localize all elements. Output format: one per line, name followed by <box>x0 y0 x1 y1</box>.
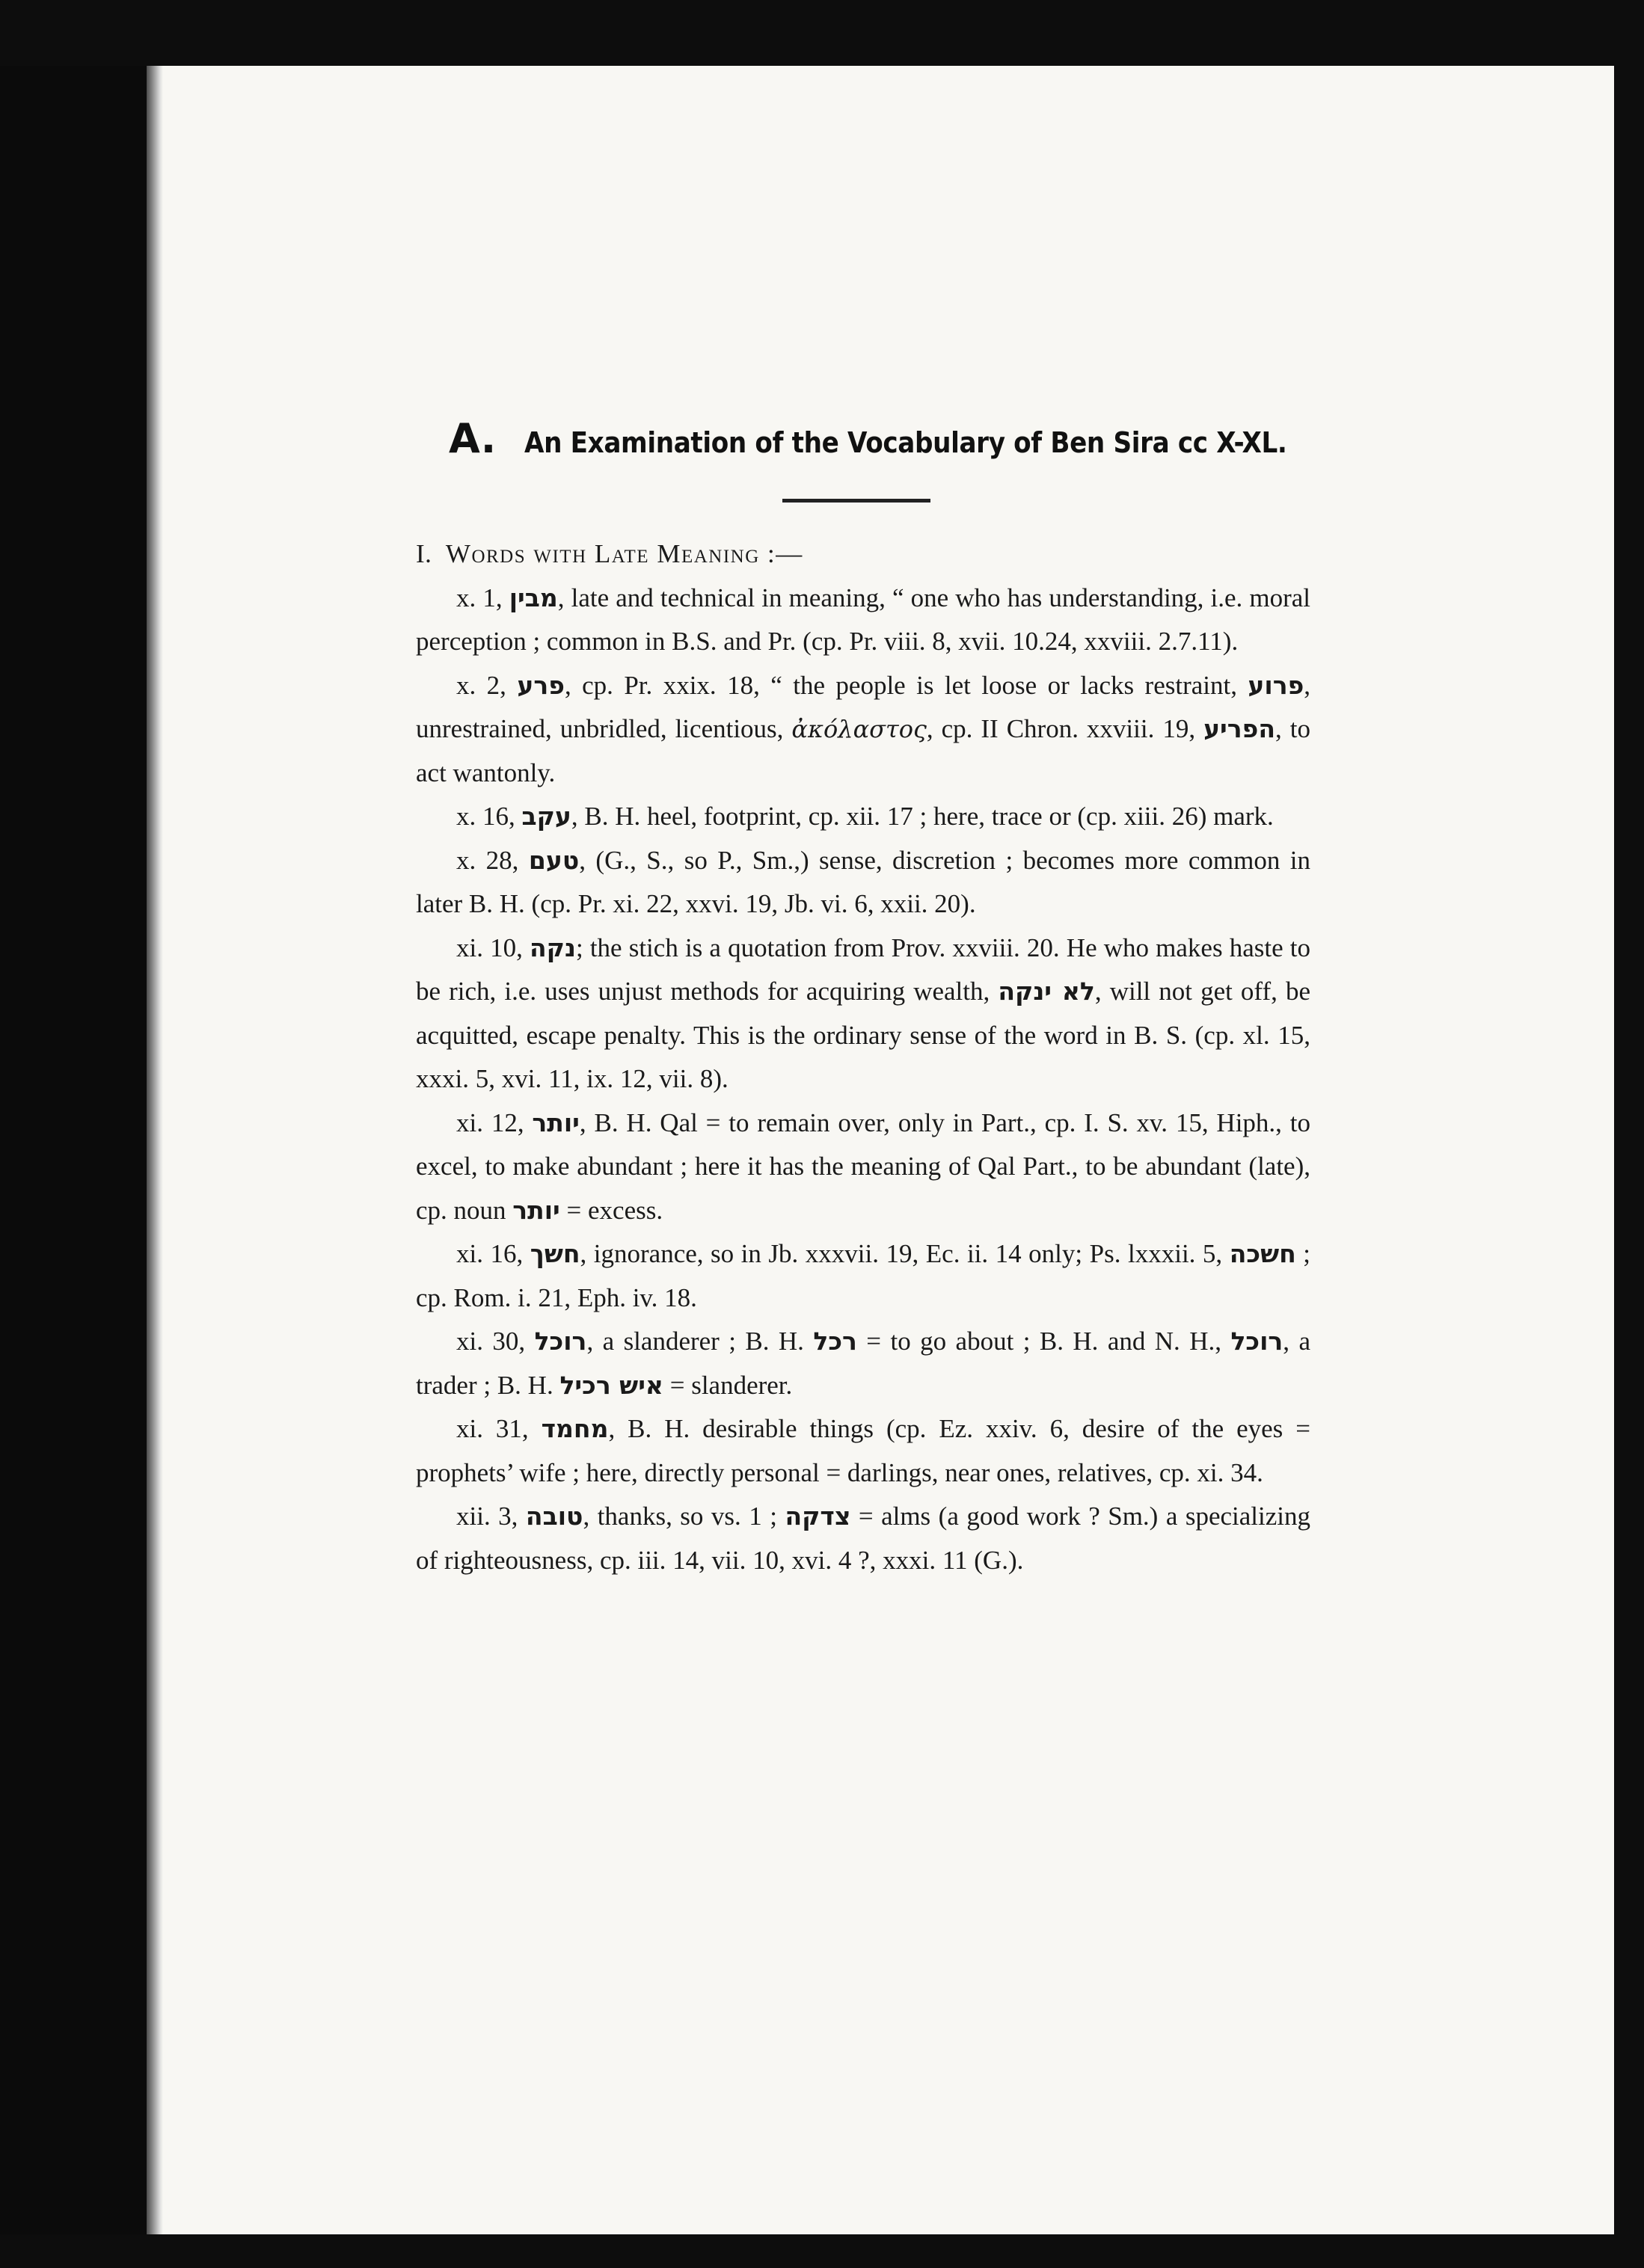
entry-text: , cp. II Chron. xxviii. 19, <box>926 714 1196 743</box>
entry-x-2 <box>416 664 1310 796</box>
hebrew-word: טעם <box>528 845 580 875</box>
hebrew-word: יותר <box>532 1107 580 1137</box>
content <box>416 532 1310 1582</box>
hebrew-word: רוכל <box>534 1327 587 1356</box>
entry-text: ; cp. Rom. i. 21, Eph. iv. 18. <box>416 1239 1311 1312</box>
entry-text: , ignorance, so in Jb. xxxvii. 19, Ec. ii. 14 only; Ps. lxxxii. 5, <box>580 1239 1223 1268</box>
entry-xi-16 <box>416 1232 1310 1320</box>
entry-text: , B. H. heel, footprint, cp. xii. 17 ; here, trace or (cp. xiii. 26) mark. <box>571 802 1274 831</box>
entry-ref: xii. 3, <box>456 1502 518 1531</box>
entry-text: , to act wantonly. <box>416 714 1310 787</box>
heading-letter: A. <box>449 415 497 462</box>
left-page-edge <box>0 66 147 2234</box>
entry-text: = to go about ; B. H. and N. H., <box>856 1327 1222 1356</box>
page-heading <box>449 415 1391 462</box>
entry-text: , late and technical in meaning, “ one who has understanding, i.e. moral perception ; common in B.S. and Pr. (cp. Pr. viii. 8, xvii. 10.24, xxviii. 2.7.11). <box>416 583 1311 656</box>
entry-text: , cp. Pr. xxix. 18, “ the people is let loose or lacks restraint, <box>564 670 1237 700</box>
entry-text: , unrestrained, unbridled, licentious, <box>416 670 1311 743</box>
entry-text: , thanks, so vs. 1 ; <box>583 1502 777 1531</box>
entry-text: , a slanderer ; B. H. <box>586 1327 804 1356</box>
entry-text: , B. H. Qal = to remain over, only in Part., cp. I. S. xv. 15, Hiph., to excel, to make abundant ; here it has the meaning of Qal Part., to be abundant (late), cp. noun <box>416 1107 1310 1225</box>
entry-text: = excess. <box>559 1195 663 1225</box>
heading-title: An Examination of the Vocabulary of Ben Sira cc X-XL. <box>524 426 1287 459</box>
entry-text: = slanderer. <box>663 1370 793 1400</box>
entry-ref: xi. 16, <box>456 1239 524 1268</box>
hebrew-word: רוכל <box>1230 1327 1283 1356</box>
entry-text: , a trader ; B. H. <box>416 1327 1311 1400</box>
entry-ref: xi. 31, <box>456 1414 529 1443</box>
hebrew-word: פרוע <box>1248 670 1304 700</box>
entry-ref: xi. 10, <box>456 932 523 962</box>
hebrew-word: עקב <box>521 802 571 831</box>
entry-ref: x. 2, <box>456 670 506 700</box>
hebrew-word: חשכה <box>1229 1239 1296 1268</box>
section-heading <box>416 532 1310 577</box>
section-number: I. <box>416 539 432 568</box>
hebrew-word: פרע <box>517 670 565 700</box>
hebrew-word: הפריע <box>1203 714 1276 743</box>
heading-rule <box>782 499 930 503</box>
hebrew-word: יותר <box>512 1195 560 1225</box>
entry-xii-3 <box>416 1495 1310 1582</box>
entry-ref: x. 16, <box>456 802 515 831</box>
hebrew-word: טובה <box>525 1502 583 1531</box>
hebrew-word: חשך <box>530 1239 580 1268</box>
entry-text: , (G., S., so P., Sm.,) sense, discretion ; becomes more common in later B. H. (cp. Pr. xi. 22, xxvi. 19, Jb. vi. 6, xxii. 20). <box>416 845 1311 918</box>
entry-text: , will not get off, be acquitted, escape penalty. This is the ordinary sense of the word in B. S. (cp. xl. 15, xxxi. 5, xvi. 11, ix. 12, vii. 8). <box>416 977 1310 1093</box>
hebrew-word: רכל <box>813 1327 857 1356</box>
entry-xi-12 <box>416 1101 1310 1233</box>
entry-text: = alms (a good work ? Sm.) a specializing of righteousness, cp. iii. 14, vii. 10, xvi. 4 ?, xxxi. 11 (G.). <box>416 1502 1310 1575</box>
entry-ref: xi. 30, <box>456 1327 526 1356</box>
entry-ref: xi. 12, <box>456 1107 524 1137</box>
greek-word: ἀκόλαστος <box>791 715 927 743</box>
hebrew-word: נקה <box>530 932 576 962</box>
section-title: Words with Late Meaning :— <box>445 539 803 568</box>
entry-text: , B. H. desirable things (cp. Ez. xxiv. 6, desire of the eyes = prophets’ wife ; here, directly personal = darlings, near ones, relatives, cp. xi. 34. <box>416 1414 1310 1487</box>
hebrew-word: מחמד <box>541 1414 609 1443</box>
binding-gutter <box>147 66 163 2234</box>
entry-x-1 <box>416 577 1310 664</box>
hebrew-word: מבין <box>509 583 558 612</box>
entry-x-28 <box>416 839 1310 926</box>
hebrew-word: צדקה <box>785 1502 851 1531</box>
entry-xi-30 <box>416 1320 1310 1407</box>
hebrew-word: לא ינקה <box>998 977 1095 1006</box>
entry-xi-10 <box>416 926 1310 1101</box>
entry-ref: x. 1, <box>456 583 503 612</box>
entry-xi-31 <box>416 1407 1310 1495</box>
entry-x-16 <box>416 795 1310 839</box>
hebrew-word: איש רכיל <box>559 1370 663 1400</box>
entry-text: ; the stich is a quotation from Prov. xxviii. 20. He who makes haste to be rich, i.e. uses unjust methods for acquiring wealth, <box>416 932 1310 1006</box>
entry-ref: x. 28, <box>456 845 519 875</box>
